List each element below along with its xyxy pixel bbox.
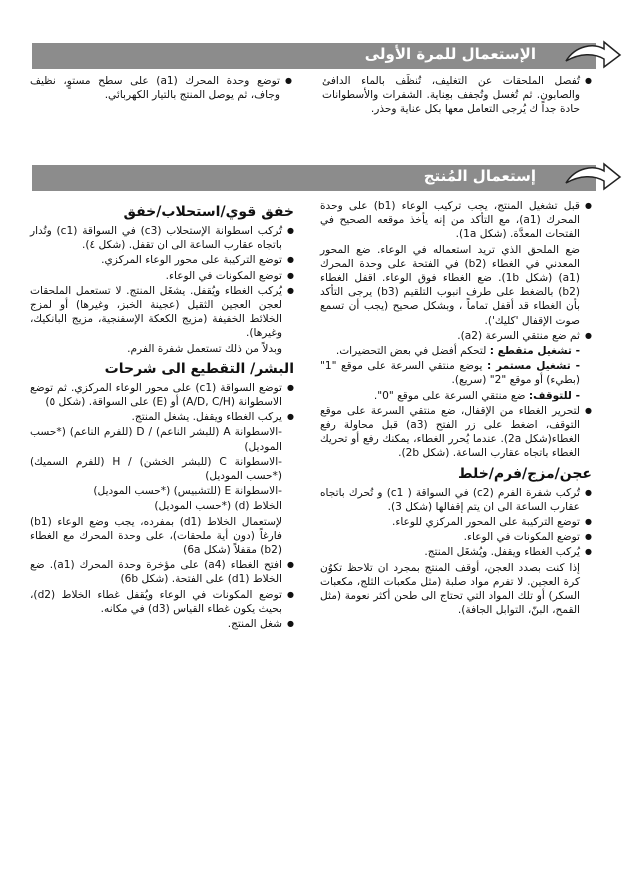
first-use-left-column — [30, 74, 292, 103]
paragraph: -الاسطوانة C (للبشر الخشن) / H (للفرم السميك) (*حسب الموديل) — [30, 455, 282, 483]
paragraph: وبدلاً من ذلك تستعمل شفرة الفرم. — [127, 342, 282, 355]
label: - تشغيل مستمر : — [486, 360, 580, 373]
section-banner-first-use — [32, 43, 596, 69]
list-item: ● توضع السواقة (c1) على محور الوعاء المركزي. ثم توضع الاسطوانة (A/D, C/H) أو (E) على السواقة. (شكل ٥) — [30, 381, 294, 409]
section-heading: خفق قوي/استحلاب/خفق — [123, 204, 294, 220]
list-item: ● شغل المنتج. — [30, 617, 294, 631]
first-use-right-column — [322, 74, 592, 118]
section-heading: البشر/ التقطيع الى شرحات — [104, 360, 294, 377]
paragraph: لإستعمال الخلاط (d1) بمفرده، يجب وضع الوعاء (b1) فارغاً (دون أية ملحقات)، على وحدة المحرك مع الغطاء (b2) مقفلاً (شكل 6a) — [30, 515, 282, 557]
list-item: ● تُفصل الملحقات عن التغليف، تُنظَف بالماء الدافئ والصابون. ثم تُغسل وتُجفف بعِناية. الشفرات والأسطوانات حادة جداً ك يُرجى التعامل معها بكل عناية وحذر. — [322, 74, 592, 117]
section-title: إستعمال المُنتج — [423, 167, 536, 185]
list-item: ● يُركب الغطاء ويُقفل. يشغَل المنتج. لا تستعمل الملحقات لعجن العجين الثقيل (عجينة الخبز، وغيرها) أو لمزج الخلائط الخفيفة (مزيج الكعكة الإسفنجية، مزيج البانكيك، وغيرها). — [30, 284, 294, 341]
list-item: ● توضع وحدة المحرك (a1) على سطح مستوٍ، نظيف وجاف، ثم يوصل المنتج بالتيار الكهربائي. — [30, 74, 292, 102]
label: - للتوقف: — [528, 389, 580, 402]
list-item: ● توضع المكونات في الوعاء. — [320, 530, 592, 544]
list-item: ● توضع التركيبة على محور الوعاء المركزي. — [30, 253, 294, 267]
paragraph: - تشغيل متقطع : لتحكم أفضل في بعض التحضيرات. — [335, 345, 580, 358]
list-item: ● لتحرير الغطاء من الإقفال، ضع منتقي السرعة على موقع التوقف، اضغط على زر الفتح (a3) قبل محاولة رفع الغطاء(شكل 2a). عندما يُحرر الغطاء، يمكنك رفع أو تحريك الغطاء باتجاه عقارب الساعة. (شكل 2b). — [320, 404, 592, 461]
section-title: الإستعمال للمرة الأولى — [364, 45, 536, 63]
usage-right-column — [320, 199, 592, 618]
usage-left-column — [30, 199, 294, 632]
paragraph: - تشغيل مستمر : يوضع منتقي السرعة على موقع "1" (بطيء) أو موقع "2" (سريع). — [320, 360, 580, 387]
list-item: ● قبل تشغيل المنتج، يجب تركيب الوعاء (b1) على وحدة المحرك (a1)، مع التأكد من إنه يأخذ موقعه الصحيح في الفتحات المعدَّة. (شكل 1a). — [320, 199, 592, 242]
list-item: ● افتح الغطاء (a4) على مؤخرة وحدة المحرك (a1). ضع الخلاط (d1) على الفتحة. (شكل 6b) — [30, 558, 294, 586]
paragraph: ضع الملحق الذي تريد استعماله في الوعاء. ضع المحور المعدني في الغطاء (b2) في الفتحة على وحدة المحرك (a1) (شكل 1b). ضع الغطاء فوق الوعاء. اقفل الغطاء (b2) بالضغط على طرف انبوب التلقيم (b3) يرجى التأكد بأن الغطاء قد أقفل تماماً ، وبشكل صحيح (يجب أن تسمع صوت الإقفال 'كليك'). — [320, 243, 580, 327]
list-item: ● يركب الغطاء ويقفل. يشغل المنتج. — [30, 410, 294, 424]
paragraph: -الاسطوانة A (للبشر الناعم) / D (للفرم الناعم) (*حسب الموديل) — [30, 426, 283, 453]
curved-arrow-icon — [560, 37, 622, 73]
paragraph: - للتوقف: ضع منتقي السرعة على موقع "0". — [373, 389, 580, 402]
list-item: ● تُركب اسطوانة الإستحلاب (c3) في السواقة (c1) وتُدار باتجاه عقارب الساعة الى ان تقفل. (شكل ٤). — [30, 224, 294, 252]
list-item: ● يُركب الغطاء ويقفل. ويُشغَل المنتج. — [320, 545, 592, 559]
paragraph: -الاسطوانة E (للتشبيس) (*حسب الموديل) — [93, 485, 282, 498]
list-item: ● توضع المكونات في الوعاء. — [30, 269, 294, 283]
list-item: ● ثم ضع منتقي السرعة (a2). — [320, 329, 592, 343]
section-heading: عجن/مزج/فرم/خلط — [458, 465, 592, 482]
list-item: ● توضع المكونات في الوعاء ويُقفل غطاء الخلاط (d2)، بحيث يكون غطاء القياس (d3) في مكانه. — [30, 588, 294, 616]
list-item: ● تُركب شفرة الفرم (c2) في السواقة ( c1) و تُحرك باتجاه عقارب الساعة الى ان يتم إقفالها (شكل 3). — [320, 486, 592, 514]
paragraph: الخلاط (d) (*حسب الموديل) — [154, 500, 282, 513]
list-item: ● توضع التركيبة على المحور المركزي للوعاء. — [320, 515, 592, 529]
label: - تشغيل متقطع : — [489, 345, 580, 358]
section-banner-usage — [32, 165, 596, 191]
paragraph: إذا كنت بصدد العجن، أوقف المنتج بمجرد ان تلاحظ تكوُن كرة العجين. لا تفرم مواد صلبة (مثل مكعبات الثلج، مكعبات السكر) أو تلك المواد التي تحتاج الى طحن أكثر نعومة (مثل القمح، البنّ، التوابل الجافة). — [320, 561, 580, 617]
curved-arrow-icon — [560, 159, 622, 195]
